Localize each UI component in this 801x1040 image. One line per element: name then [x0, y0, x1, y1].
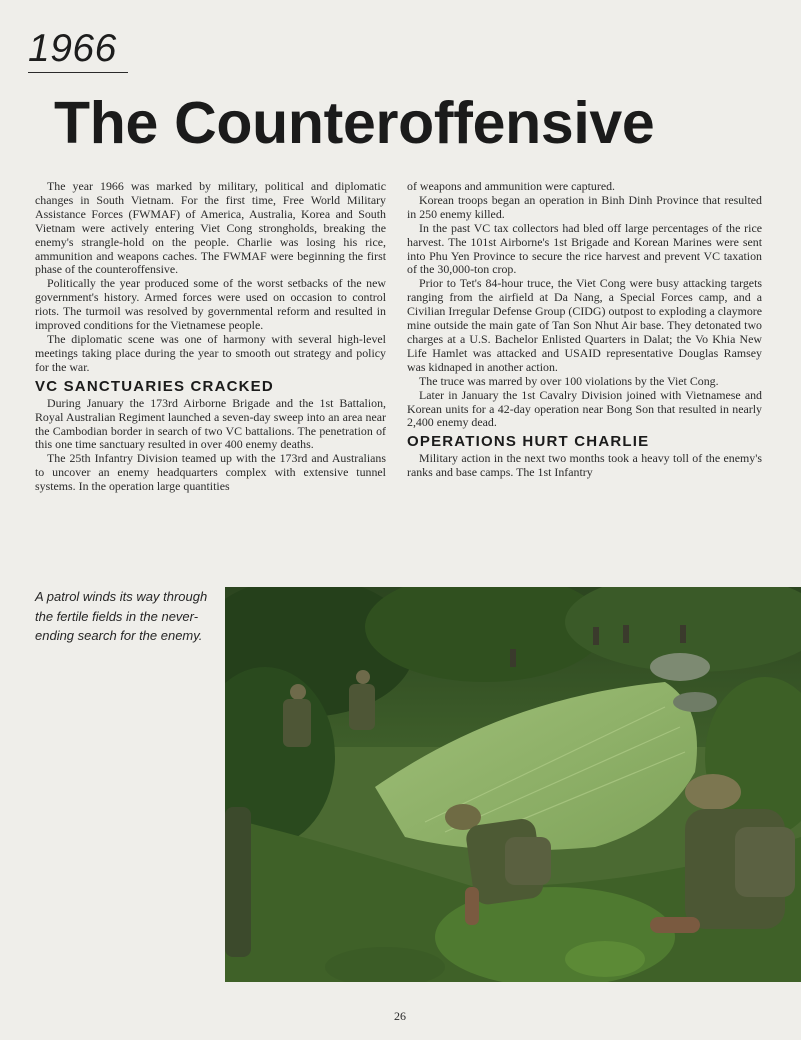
photo-caption: A patrol winds its way through the fertile fields in the never-ending search for the enemy.: [35, 589, 208, 643]
section-heading: VC SANCTUARIES CRACKED: [35, 377, 274, 395]
paragraph: The diplomatic scene was one of harmony with several high-level meetings taking place during the year to smooth out strategy and policy for the war.: [35, 331, 386, 374]
paragraph: Prior to Tet's 84-hour truce, the Viet Cong were busy attacking targets ranging from the airfield at Da Nang, a Special Forces camp, and a Civilian Irregular Defense Group (CIDG) outpost to exploding a claymore mine outside the main gate of Tan Son Nhut Air base. They detonated two charges at a U.S. Bachelor Enlisted Quarters in Dalat; the Vo Khia New Life Hamlet was attacked and USAID representative Douglas Ramsey was kidnaped in another action.: [407, 276, 762, 374]
page-title: The Counteroffensive: [54, 90, 655, 156]
paragraph: of weapons and ammunition were captured.: [407, 180, 616, 193]
year-heading: 1966: [28, 26, 128, 73]
paragraph: The year 1966 was marked by military, political and diplomatic changes in South Vietnam. For the first time, Free World Military Assistance Forces (FWMAF) of America, Australia, Korea and South Vietnam were actively entering Viet Cong strongholds, breaking the enemy's strangle-hold on the people. Charlie was losing his rice, ammunition and weapons caches. The FWMAF were beginning the first phase of the counteroffensive.: [35, 180, 386, 277]
paragraph: During January the 173rd Airborne Brigade and the 1st Battalion, Royal Australian Regiment launched a seven-day sweep into an area near the Cambodian border in search of two VC battalions. The penetration of this one time sanctuary resulted in over 400 enemy deaths.: [35, 395, 386, 452]
page-number: 26: [394, 1009, 406, 1023]
article-column-left: [35, 180, 386, 548]
paragraph: Later in January the 1st Cavalry Division joined with Vietnamese and Korean units for a 42-day operation near Bong Son that resulted in nearly 2,400 enemy dead.: [407, 387, 762, 430]
paragraph: Korean troops began an operation in Binh Dinh Province that resulted in 250 enemy killed.: [407, 192, 762, 221]
paragraph: In the past VC tax collectors had bled off large percentages of the rice harvest. The 101st Airborne's 1st Brigade and Korean Marines were sent into Phu Yen Province to secure the rice harvest and prevent VC taxation of the 30,000-ton crop.: [407, 220, 762, 277]
section-heading: OPERATIONS HURT CHARLIE: [407, 433, 650, 451]
paragraph: Politically the year produced some of the worst setbacks of the new government's history. Armed forces were used on occasion to control riots. The turmoil was resolved by governmental reform and resulted in improved conditions for the Vietnamese people.: [35, 276, 386, 333]
patrol-illustration: [225, 587, 801, 982]
paragraph: The truce was marred by over 100 violations by the Viet Cong.: [419, 373, 719, 388]
paragraph: The 25th Infantry Division teamed up with the 173rd and Australians to uncover an enemy headquarters complex with extensive tunnel systems. In the operation large quantities: [35, 451, 386, 494]
paragraph: Military action in the next two months took a heavy toll of the enemy's ranks and base camps. The 1st Infantry: [407, 451, 762, 480]
article-column-right: [407, 180, 762, 548]
patrol-photo: [225, 587, 801, 982]
